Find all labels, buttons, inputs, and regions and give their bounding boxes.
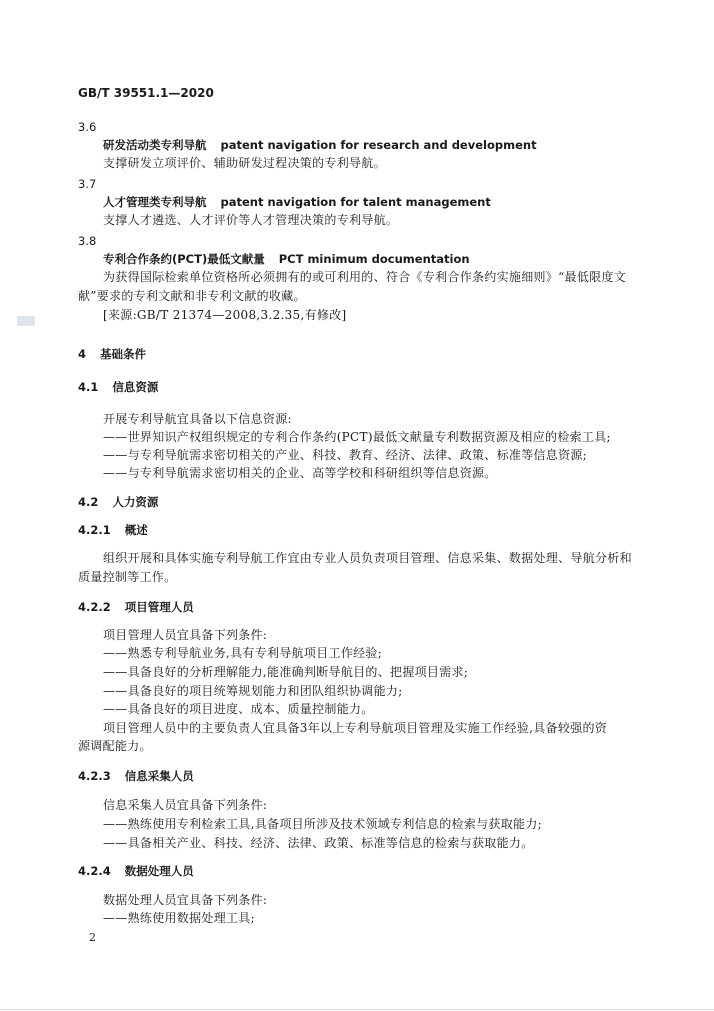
paragraph-line: 开展专利导航宜具备以下信息资源: (103, 412, 292, 426)
list-item: ——世界知识产权组织规定的专利合作条约(PCT)最低文献量专利数据资源及相应的检索工具; (103, 430, 611, 444)
subsubsection-title: 概述 (124, 523, 148, 537)
paragraph-line: 数据处理人员宜具备下列条件: (103, 893, 268, 907)
term-definition: 支撑人才遴选、人才评价等人才管理决策的专利导航。 (103, 213, 399, 227)
subsubsection-title: 项目管理人员 (124, 600, 194, 614)
subsubsection-number: 4.2.3 (78, 769, 111, 783)
term-number: 3.7 (78, 177, 97, 191)
paragraph-line: 组织开展和具体实施专利导航工作宜由专业人员负责项目管理、信息采集、数据处理、导航分析和 (103, 551, 632, 565)
term-source-note: [来源:GB/T 21374—2008,3.2.35,有修改] (103, 308, 347, 322)
paragraph-line: 源调配能力。 (78, 739, 152, 753)
term-title-zh: 人才管理类专利导航 (103, 195, 207, 209)
subsubsection-heading (78, 768, 194, 784)
subsection-heading (78, 494, 158, 510)
subsection-heading (78, 379, 158, 395)
term-title (103, 137, 537, 153)
paragraph-line: 项目管理人员中的主要负责人宜具备3年以上专利导航项目管理及实施工作经验,具备较强的资 (103, 721, 608, 735)
subsubsection-number: 4.2.2 (78, 600, 111, 614)
term-definition: 支撑研发立项评价、辅助研发过程决策的专利导航。 (103, 156, 386, 170)
list-item: ——熟练使用数据处理工具; (103, 911, 255, 925)
list-item: ——熟悉专利导航业务,具有专利导航项目工作经验; (103, 646, 383, 660)
term-title-en: patent navigation for talent management (220, 195, 491, 209)
section-title: 基础条件 (100, 347, 147, 361)
subsubsection-title: 数据处理人员 (124, 864, 194, 878)
term-number: 3.8 (78, 234, 97, 248)
subsection-number: 4.2 (78, 495, 99, 509)
subsubsection-number: 4.2.1 (78, 523, 111, 537)
subsubsection-title: 信息采集人员 (124, 769, 194, 783)
term-definition-line: 献”要求的专利文献和非专利文献的收藏。 (78, 289, 306, 303)
page-number: 2 (89, 931, 96, 944)
list-item: ——具备良好的分析理解能力,能准确判断导航目的、把握项目需求; (103, 665, 469, 679)
term-title-zh: 研发活动类专利导航 (103, 138, 207, 152)
subsubsection-number: 4.2.4 (78, 864, 111, 878)
section-heading (78, 346, 146, 362)
term-title-zh: 专利合作条约(PCT)最低文献量 (103, 252, 265, 266)
subsection-number: 4.1 (78, 380, 99, 394)
subsubsection-heading (78, 863, 194, 879)
subsubsection-heading (78, 522, 148, 538)
page-bottom-divider (0, 1009, 714, 1010)
term-number: 3.6 (78, 120, 97, 134)
paragraph-line: 质量控制等工作。 (78, 570, 177, 584)
term-definition-line: 为获得国际检索单位资格所必须拥有的或可利用的、符合《专利合作条约实施细则》“最低限度文 (103, 270, 627, 284)
term-title-en: PCT minimum documentation (278, 252, 470, 266)
subsection-title: 信息资源 (112, 380, 159, 394)
list-item: ——熟练使用专利检索工具,具备项目所涉及技术领域专利信息的检索与获取能力; (103, 817, 542, 831)
list-item: ——与专利导航需求密切相关的企业、高等学校和科研组织等信息资源。 (103, 466, 497, 480)
term-title (103, 251, 470, 267)
list-item: ——具备良好的项目统筹规划能力和团队组织协调能力; (103, 684, 403, 698)
term-title-en: patent navigation for research and development (220, 138, 537, 152)
section-number: 4 (78, 347, 87, 361)
margin-mark (17, 316, 35, 326)
standard-number-header: GB/T 39551.1—2020 (78, 86, 214, 100)
paragraph-line: 信息采集人员宜具备下列条件: (103, 798, 268, 812)
list-item: ——具备良好的项目进度、成本、质量控制能力。 (103, 702, 374, 716)
term-title (103, 194, 491, 210)
subsection-title: 人力资源 (112, 495, 159, 509)
list-item: ——具备相关产业、科技、经济、法律、政策、标准等信息的检索与获取能力。 (103, 836, 534, 850)
list-item: ——与专利导航需求密切相关的产业、科技、教育、经济、法律、政策、标准等信息资源; (103, 448, 588, 462)
subsubsection-heading (78, 599, 194, 615)
paragraph-line: 项目管理人员宜具备下列条件: (103, 628, 268, 642)
